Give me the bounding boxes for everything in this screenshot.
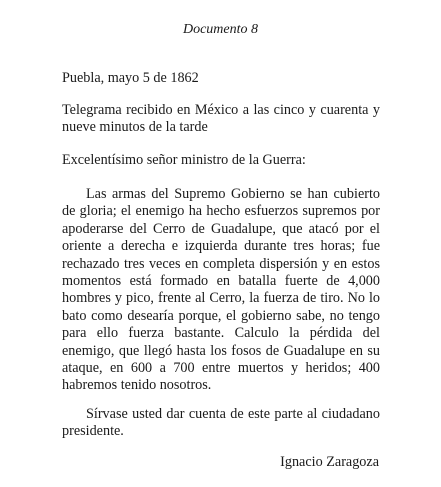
- body-paragraph-1: Las armas del Supremo Gobierno se han cubierto de gloria; el enemigo ha hecho esfuerzos supremos por apoderarse del Cerro de Guadalupe, que atacó por el oriente a derecha e izquierda durante tres horas; fue rechazado tres veces en completa dispersión y en estos momentos está formado en batalla fuerte de 4,000 hombres y pico, frente al Cerro, la fuerza de tiro. No lo bato como desearía porque, el gobierno sabe, no tengo para ello fuerza bastante. Calculo la pérdida del enemigo, que llegó hasta los fosos de Guadalupe en su ataque, en 600 a 700 entre muertos y heridos; 400 habremos tenido nosotros.: [62, 186, 380, 394]
- salutation: Excelentísimo señor ministro de la Guerra:: [62, 152, 306, 168]
- place-date: Puebla, mayo 5 de 1862: [62, 70, 199, 86]
- body-paragraph-2: Sírvase usted dar cuenta de este parte al ciudadano presidente.: [62, 406, 380, 440]
- signature: Ignacio Zaragoza: [280, 454, 379, 470]
- document-heading: Documento 8: [182, 22, 259, 37]
- telegram-intro: Telegrama recibido en México a las cinco y cuarenta y nueve minutos de la tarde: [62, 102, 380, 136]
